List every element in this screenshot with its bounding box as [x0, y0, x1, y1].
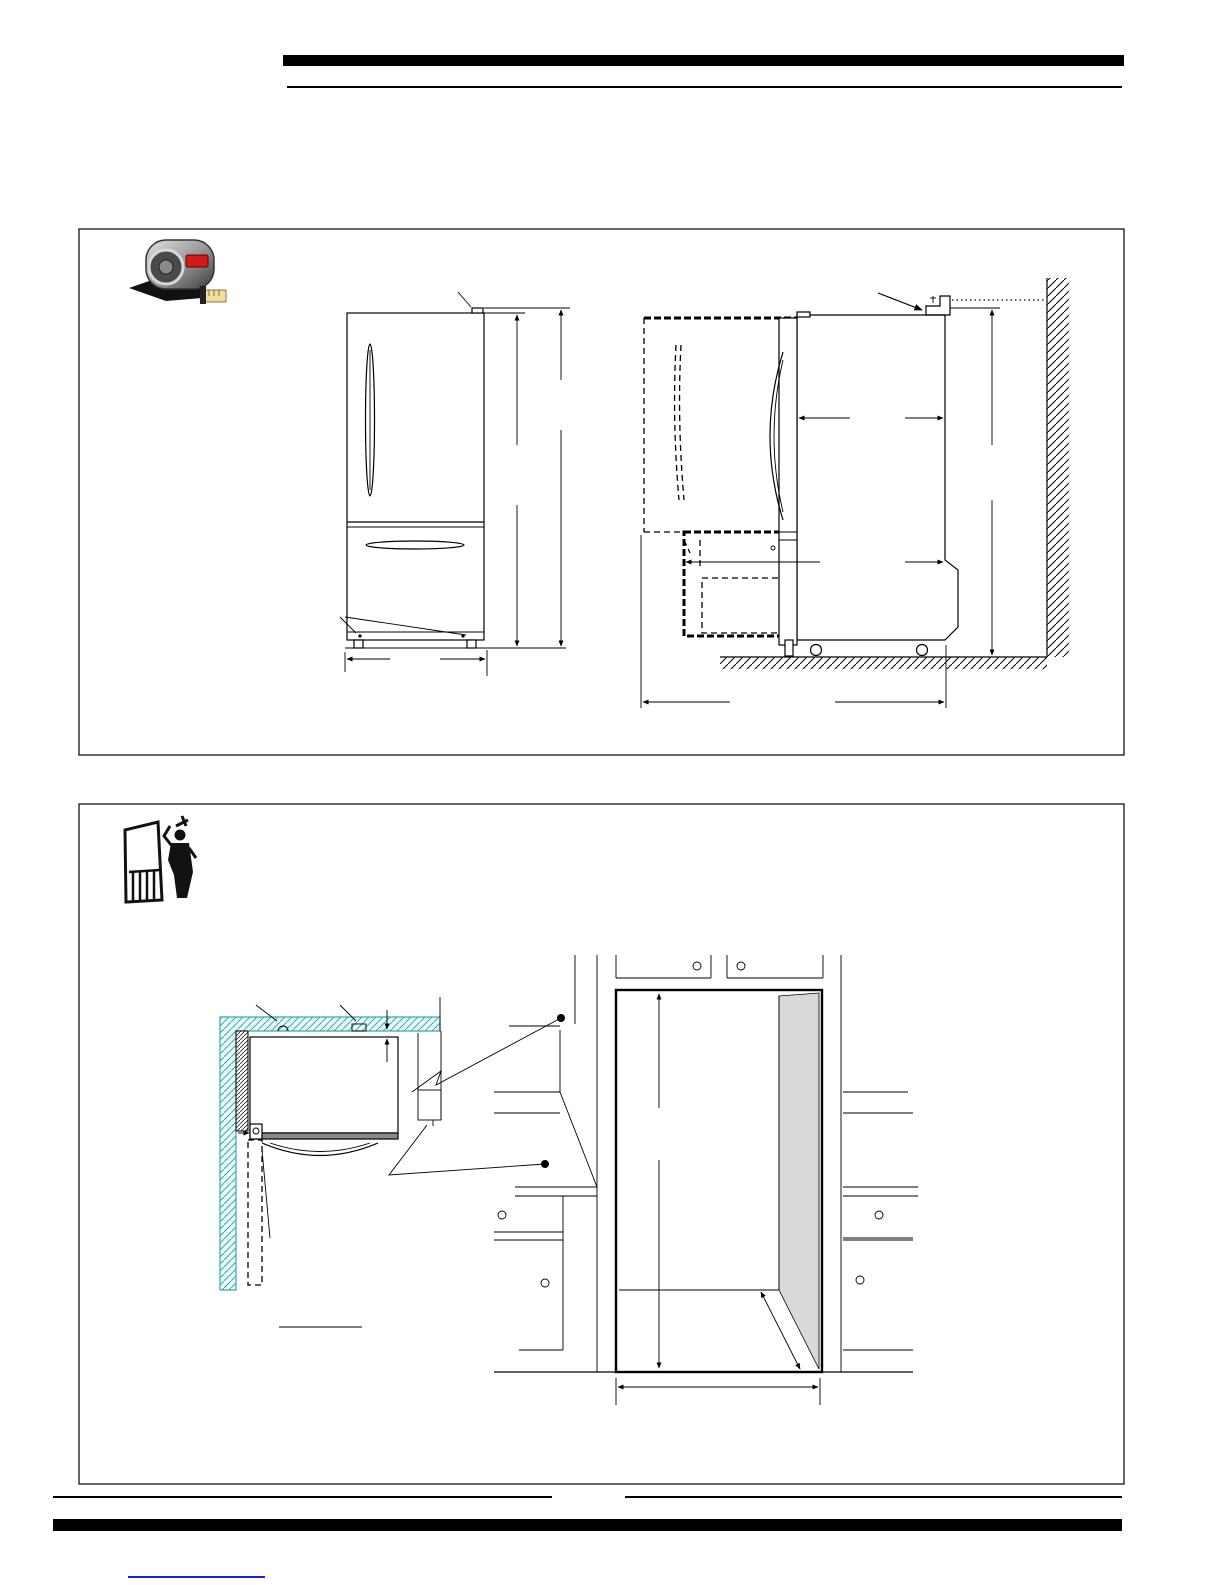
rear-insulation-strip [236, 1031, 248, 1131]
range-hood-edge [560, 1092, 597, 1187]
niche-side-wall [779, 993, 819, 1369]
footer [53, 1496, 1122, 1578]
callout-lower [389, 1125, 549, 1175]
side-view-refrigerator [641, 278, 1069, 708]
plan-cabinet [250, 1037, 398, 1133]
width-dimension [345, 650, 487, 676]
carpenter-icon [125, 816, 196, 902]
footer-rule-right [625, 1496, 1122, 1498]
header-thin-rule [287, 86, 1122, 88]
niche-elevation-diagram [494, 955, 918, 1405]
left-kitchen-cabinets [494, 955, 597, 1350]
dimensions-panel [79, 229, 1124, 755]
plan-door-handle [262, 1143, 378, 1156]
drawer-knob [875, 1211, 883, 1219]
side-leveling-leg [785, 640, 793, 656]
cabinet-height-dimension [484, 313, 525, 646]
cabinet-knob [737, 962, 745, 970]
upper-cabinet [616, 955, 823, 978]
overall-height-dimension [484, 308, 570, 646]
adjacent-cabinet-plan [418, 1031, 441, 1126]
leveling-foot-left [354, 640, 363, 648]
bullet-dot-icon [557, 1014, 565, 1022]
tape-measure-icon [129, 240, 226, 304]
bullet-dot-icon [541, 1160, 549, 1168]
front-roller [811, 645, 822, 656]
cabinet-knob [693, 962, 701, 970]
bracket-leader-arrow [878, 293, 922, 310]
header [283, 55, 1124, 88]
header-thick-bar [283, 55, 1124, 66]
hinge-leader [458, 292, 471, 307]
door-swing-outline [248, 1140, 262, 1285]
niche-width-dimension [616, 1378, 820, 1405]
front-view-refrigerator [340, 292, 570, 676]
plan-door [250, 1133, 398, 1139]
door-knob [856, 1276, 864, 1284]
anti-tip-bracket [926, 296, 950, 315]
cabinet-side [797, 315, 958, 640]
footer-link[interactable] [128, 1576, 265, 1578]
footer-rule-left [53, 1496, 552, 1498]
door-swing-leader [262, 1150, 270, 1238]
footer-thick-bar [53, 1519, 1122, 1531]
plan-view-diagram [220, 997, 565, 1327]
top-hinge [472, 308, 483, 313]
right-kitchen-cabinets [843, 1092, 918, 1350]
installation-panel [79, 804, 1124, 1484]
leveling-foot-right [467, 640, 476, 648]
wall-hatch [1047, 278, 1069, 657]
rear-roller [917, 645, 928, 656]
plan-hinge [250, 1124, 262, 1139]
door-knob [541, 1279, 549, 1287]
floor-hatch [720, 657, 1047, 669]
side-top-hinge [797, 312, 810, 317]
drawer-knob [498, 1211, 506, 1219]
